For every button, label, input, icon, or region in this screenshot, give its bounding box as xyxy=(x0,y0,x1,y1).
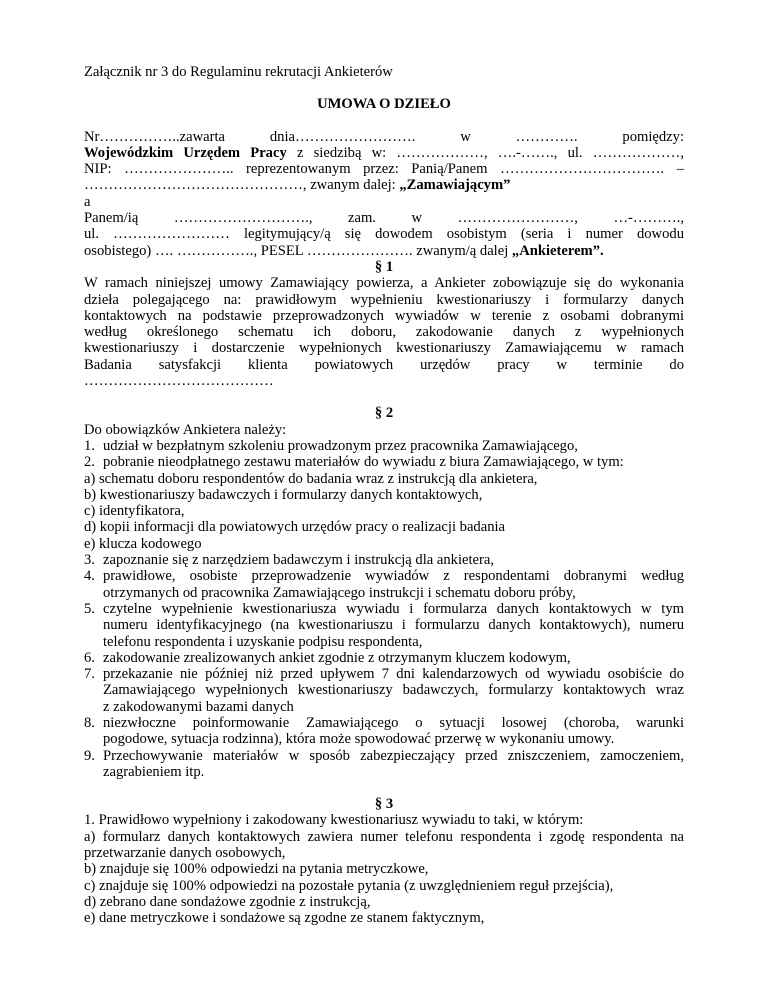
document-title: UMOWA O DZIEŁO xyxy=(317,96,451,113)
s2-item-2 xyxy=(84,454,684,470)
s1-line: według określonego schematu ich doboru, zakodowanie danych z wypełnionych xyxy=(84,324,684,341)
item-text: udział w bezpłatnym szkoleniu prowadzonym przez pracownika Zamawiającego, xyxy=(103,437,578,454)
s1-deadline: ………………………………… xyxy=(84,373,274,390)
section-3-body xyxy=(84,812,684,926)
item-text: otrzymanych od pracownika Zamawiającego instrukcji i schematu doboru próby, xyxy=(103,584,576,601)
s3-sub-b: b) znajduje się 100% odpowiedzi na pytania metryczkowe, xyxy=(84,861,429,878)
section-1-heading: § 1 xyxy=(374,258,394,275)
item-text: telefonu respondenta i uzyskanie podpisu respondenta, xyxy=(103,633,423,650)
s2-item-1 xyxy=(84,438,684,454)
section-1-body xyxy=(84,275,684,389)
intro-line-4-text: ………………………………………, zwanym dalej: xyxy=(84,177,400,194)
intro-line-2 xyxy=(84,145,684,161)
s3-point-1: 1. Prawidłowo wypełniony i zakodowany kwestionariusz wywiadu to taki, w którym: xyxy=(84,812,584,829)
contractor-term: „Ankieterem”. xyxy=(511,242,604,259)
s1-line: dzieła polegającego na: prawidłowym wypełnieniu kwestionariuszy i formularzy danych xyxy=(84,291,684,308)
office-address: z siedzibą w: ………………, ….-……., ul. ………………, xyxy=(286,144,684,161)
intro-line-5: a xyxy=(84,193,91,210)
section-3-heading: § 3 xyxy=(374,796,394,813)
intro-line-8-text: osobistego) …. ……………., PESEL …………………. zwanym/ą dalej xyxy=(84,242,512,259)
annex-reference: Załącznik nr 3 do Regulaminu rekrutacji Ankieterów xyxy=(84,64,393,80)
item-text: Przechowywanie materiałów w sposób zabezpieczający przed zniszczeniem, zamoczeniem, xyxy=(103,747,684,764)
item-text: zapoznanie się z narzędziem badawczym i instrukcją dla ankietera, xyxy=(103,552,494,569)
item-text: czytelne wypełnienie kwestionariusza wywiadu i formularza danych kontaktowych w tym xyxy=(103,600,684,617)
section-2-heading: § 2 xyxy=(374,405,394,422)
s2-item-3 xyxy=(84,552,684,568)
s3-sub-a: a) formularz danych kontaktowych zawiera numer telefonu respondenta i zgodę respondenta na xyxy=(84,828,684,845)
intro-line-7: ul. …………………… legitymujący/ą się dowodem osobistym (seria i numer dowodu xyxy=(84,226,684,243)
s1-line: kwestionariuszy i dostarczenie wypełnionych kwestionariuszy Zamawiającemu w ramach xyxy=(84,340,684,357)
s2-sub-item: a) schematu doboru respondentów do badania wraz z instrukcją dla ankietera, xyxy=(84,470,538,487)
s3-sub-c: c) znajduje się 100% odpowiedzi na pozostałe pytania (z uwzględnieniem reguł przejścia), xyxy=(84,877,614,894)
item-text: zakodowanie zrealizowanych ankiet zgodnie z otrzymanym kluczem kodowym, xyxy=(103,649,571,666)
intro-line-4 xyxy=(84,177,684,193)
item-text: prawidłowe, osobiste przeprowadzenie wywiadów z respondentami dobranymi według xyxy=(103,568,684,585)
contract-document xyxy=(84,64,684,927)
s1-line: Badania satysfakcji klienta powiatowych urzędów pracy w terminie do xyxy=(84,356,684,373)
item-number: 5. xyxy=(84,600,95,617)
item-text: z zakodowanymi bazami danych xyxy=(103,698,294,715)
item-number: 7. xyxy=(84,666,95,683)
intro-line-1: Nr……………..zawarta dnia……………………. w …………. pomiędzy: xyxy=(84,128,684,145)
item-text: numeru identyfikacyjnego (na kwestionariuszu i formularzu danych kontaktowych), numeru xyxy=(103,617,684,634)
client-term: „Zamawiającym” xyxy=(399,177,511,194)
s2-item-5 xyxy=(84,601,684,650)
intro-line-3: NIP: ………………….. reprezentowanym przez: Panią/Panem ……………………………. – xyxy=(84,161,684,178)
s2-intro: Do obowiązków Ankietera należy: xyxy=(84,421,287,438)
s1-line: W ramach niniejszej umowy Zamawiający powierza, a Ankieter zobowiązuje się do wykonania xyxy=(84,275,684,292)
s2-item-4 xyxy=(84,568,684,601)
s1-line: kontaktowych na podstawie przeprowadzonych wywiadów w terenie z osobami dobranymi xyxy=(84,307,684,324)
s2-sub-item: e) klucza kodowego xyxy=(84,535,202,552)
item-number: 6. xyxy=(84,649,95,666)
s3-sub-a-cont: przetwarzanie danych osobowych, xyxy=(84,845,286,862)
s3-sub-e: e) dane metryczkowe i sondażowe są zgodne ze stanem faktycznym, xyxy=(84,910,485,927)
item-text: Zamawiającego wypełnionych kwestionariuszy badawczych, formularzy kontaktowych wraz xyxy=(103,682,684,699)
item-text: pogodowe, sytuacja rodzinna), która może spowodować przerwę w wykonaniu umowy. xyxy=(103,731,615,748)
item-number: 3. xyxy=(84,552,95,569)
intro-line-6: Panem/ią ………………………., zam. w ……………………, …-………., xyxy=(84,210,684,227)
section-2-body xyxy=(84,422,684,781)
office-name: Wojewódzkim Urzędem Pracy xyxy=(84,144,287,161)
intro-line-8 xyxy=(84,243,684,259)
item-number: 2. xyxy=(84,454,95,471)
item-number: 4. xyxy=(84,568,95,585)
item-text: pobranie nieodpłatnego zestawu materiałów do wywiadu z biura Zamawiającego, w tym: xyxy=(103,454,624,471)
s3-sub-d: d) zebrano dane sondażowe zgodnie z instrukcją, xyxy=(84,893,371,910)
contract-parties xyxy=(84,129,684,259)
s2-sub-item: d) kopii informacji dla powiatowych urzędów pracy o realizacji badania xyxy=(84,519,506,536)
s2-item-7 xyxy=(84,666,684,715)
item-number: 1. xyxy=(84,437,95,454)
item-number: 9. xyxy=(84,747,95,764)
s2-item-6 xyxy=(84,650,684,666)
item-text: niezwłoczne poinformowanie Zamawiającego o sytuacji losowej (choroba, warunki xyxy=(103,714,684,731)
s2-item-8 xyxy=(84,715,684,748)
item-number: 8. xyxy=(84,714,95,731)
s2-sub-item: b) kwestionariuszy badawczych i formularzy danych kontaktowych, xyxy=(84,486,483,503)
item-text: zagrabieniem itp. xyxy=(103,763,205,780)
item-text: przekazanie nie później niż przed upływem 7 dni kalendarzowych od wywiadu osobiście do xyxy=(103,666,684,683)
s2-item-9 xyxy=(84,748,684,781)
s2-sub-item: c) identyfikatora, xyxy=(84,503,185,520)
